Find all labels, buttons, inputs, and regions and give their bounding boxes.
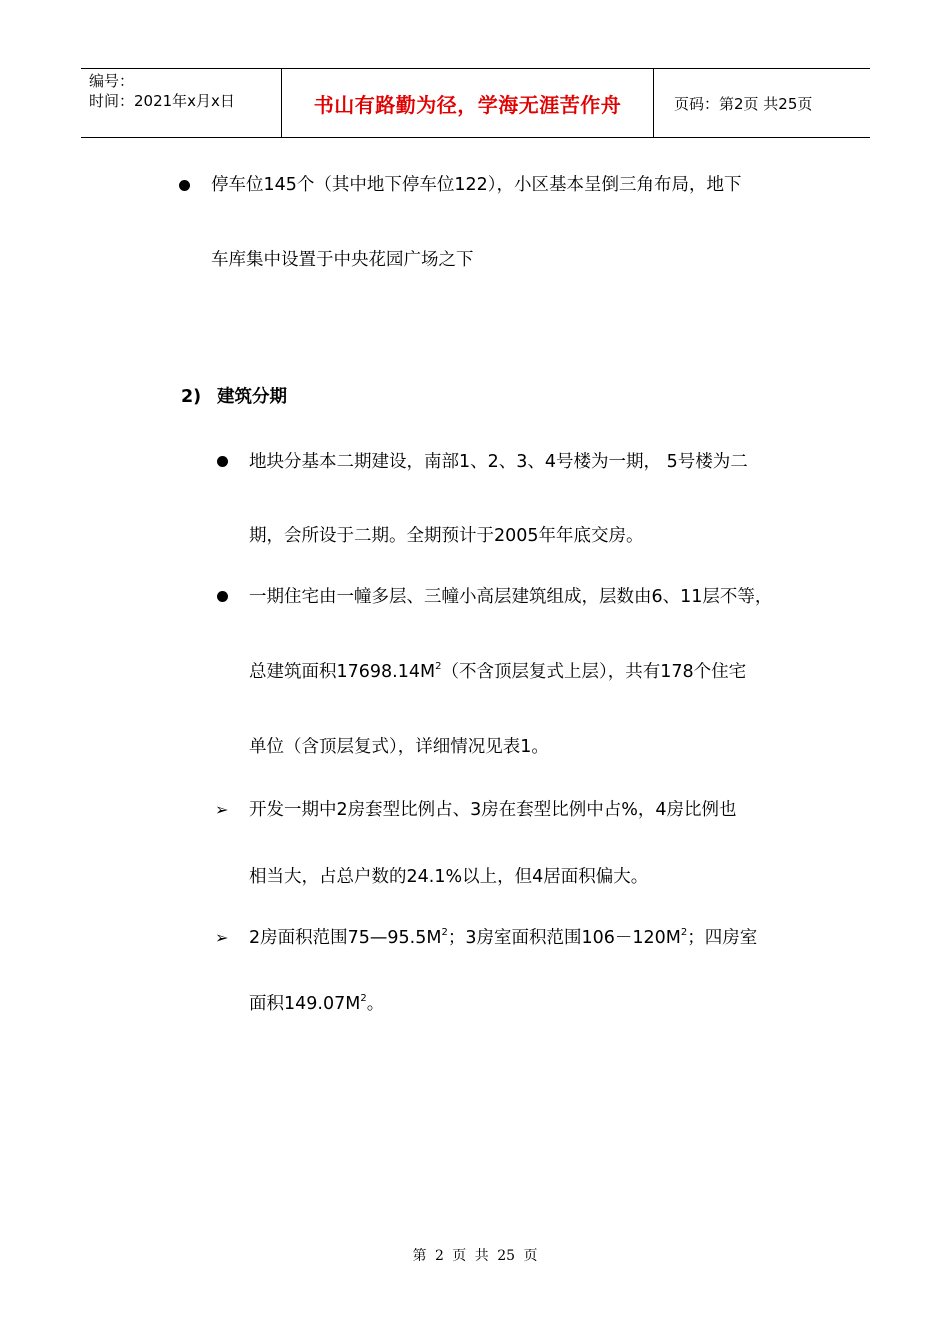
paragraph-line: [249, 992, 384, 1016]
paragraph-line: 期，会所设于二期。全期预计于2005年年底交房。: [249, 526, 644, 546]
paragraph-line: 车库集中设置于中央花园广场之下: [211, 250, 474, 270]
text-run: ；四房室: [687, 928, 758, 948]
paragraph-line: 停车位145个（其中地下停车位122），小区基本呈倒三角布局，地下: [211, 175, 742, 195]
number-label: 编号：: [89, 72, 135, 90]
page-header: [81, 68, 870, 138]
arrow-bullet-icon: ➢: [215, 928, 229, 947]
motto: 书山有路勤为径，学海无涯苦作舟: [313, 92, 622, 117]
page-info: 页码：第2页 共25页: [674, 94, 813, 113]
text-run: 总建筑面积17698.14M: [249, 662, 436, 682]
time-label: 时间：2021年x月x日: [89, 92, 235, 110]
text-run: ；3房室面积范围106－120M: [447, 928, 681, 948]
page-footer: 第 2 页 共 25 页: [412, 1248, 538, 1264]
text-run: 。: [366, 994, 385, 1014]
paragraph-line: 相当大，占总户数的24.1%以上，但4居面积偏大。: [249, 867, 649, 887]
superscript: 2: [680, 927, 688, 938]
bullet-dot: [217, 591, 228, 602]
text-run: 面积149.07M: [249, 994, 361, 1014]
paragraph-line: 一期住宅由一幢多层、三幢小高层建筑组成，层数由6、11层不等，: [249, 587, 773, 607]
arrow-bullet-icon: ➢: [215, 800, 229, 819]
paragraph-line: [249, 926, 757, 950]
header-motto-cell: [282, 69, 654, 137]
bullet-dot: [179, 180, 190, 191]
bullet-dot: [217, 456, 228, 467]
paragraph-line: [249, 660, 746, 684]
paragraph-line: 开发一期中2房套型比例占、3房在套型比例中占%，4房比例也: [249, 800, 737, 820]
superscript: 2: [360, 993, 367, 1004]
header-page-cell: [664, 69, 870, 137]
header-meta: [81, 69, 282, 137]
superscript: 2: [441, 927, 448, 938]
paragraph-line: 单位（含顶层复式），详细情况见表1。: [249, 737, 549, 757]
paragraph-line: 地块分基本二期建设，南部1、2、3、4号楼为一期， 5号楼为二: [249, 452, 748, 472]
text-run: （不含顶层复式上层），共有178个住宅: [441, 662, 747, 682]
text-run: 2房面积范围75—95.5M: [249, 928, 442, 948]
superscript: 2: [435, 661, 442, 672]
section-number: 2): [181, 387, 202, 407]
section-title: 建筑分期: [217, 387, 287, 407]
